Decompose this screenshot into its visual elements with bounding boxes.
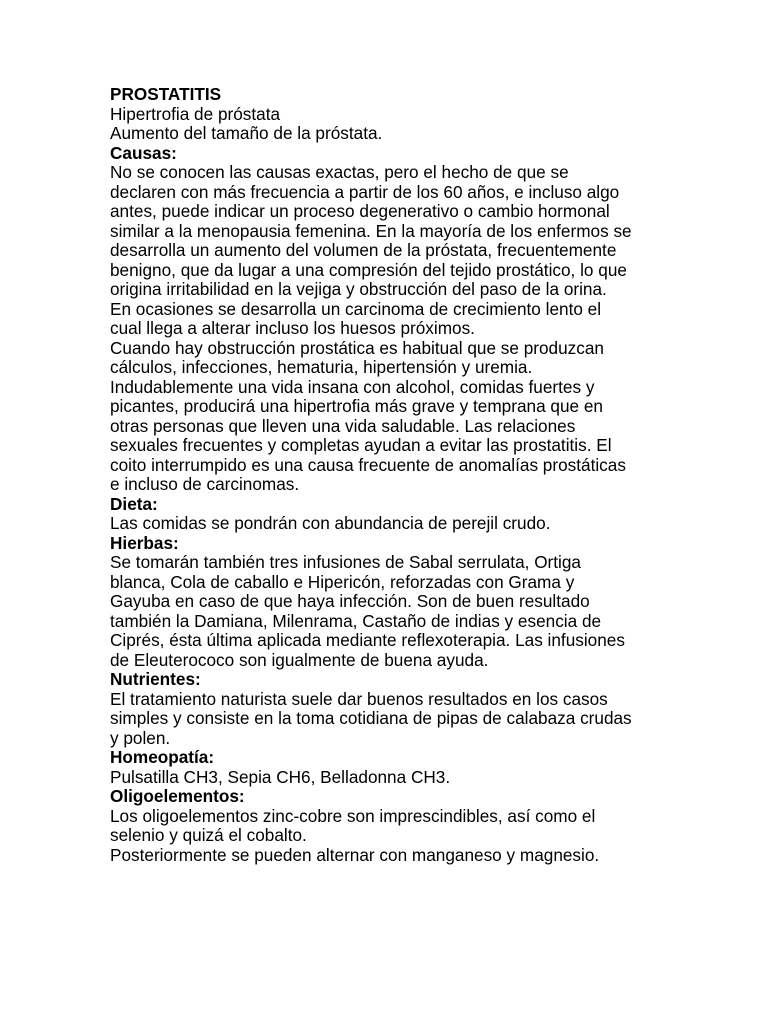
causas-text-line: En ocasiones se desarrolla un carcinoma de crecimiento lento el (110, 298, 602, 319)
nutrientes-text-line: y polen. (110, 727, 171, 748)
nutrientes-text-line: El tratamiento naturista suele dar buenos resultados en los casos (110, 688, 608, 709)
oligoelementos-text-line: selenio y quizá el cobalto. (110, 825, 307, 845)
section-heading-nutrientes: Nutrientes: (110, 669, 201, 689)
causas-text-line: No se conocen las causas exactas, pero el hecho de que se (110, 162, 569, 182)
causas-text-line: cual llega a alterar incluso los huesos próximos. (110, 318, 475, 338)
causas-text-line: antes, puede indicar un proceso degenerativo o cambio hormonal (110, 201, 610, 221)
causas-text-line: similar a la menopausia femenina. En la mayoría de los enfermos se (110, 220, 632, 241)
section-heading-oligoelementos: Oligoelementos: (110, 786, 245, 806)
causas-text-line: benigno, que da lugar a una compresión del tejido prostático, lo que (110, 259, 627, 280)
causas-text-line: cálculos, infecciones, hematuria, hipertensión y uremia. (110, 357, 533, 377)
causas-text-line: coito interrumpido es una causa frecuente de anomalías prostáticas (110, 454, 626, 475)
section-heading-causas: Causas: (110, 142, 177, 163)
causas-text-line: origina irritabilidad en la vejiga y obstrucción del paso de la orina. (110, 279, 607, 299)
nutrientes-text-line: simples y consiste en la toma cotidiana de pipas de calabaza crudas (110, 708, 632, 728)
hierbas-text-line: blanca, Cola de caballo e Hipericón, reforzadas con Grama y (110, 571, 575, 592)
hierbas-text-line: también la Damiana, Milenrama, Castaño de indias y esencia de (110, 610, 602, 631)
causas-text-line: sexuales frecuentes y completas ayudan a evitar las prostatitis. El (110, 435, 612, 455)
dieta-text-line: Las comidas se pondrán con abundancia de perejil crudo. (110, 513, 551, 533)
causas-text-line: picantes, producirá una hipertrofia más grave y temprana que en (110, 396, 603, 416)
section-heading-homeopatia: Homeopatía: (110, 747, 215, 767)
causas-text-line: e incluso de carcinomas. (110, 474, 300, 494)
oligoelementos-text-line: Los oligoelementos zinc-cobre son imprescindibles, así como el (110, 805, 596, 826)
homeopatia-text-line: Pulsatilla CH3, Sepia CH6, Belladonna CH3. (110, 766, 451, 787)
hierbas-text-line: Ciprés, ésta última aplicada mediante reflexoterapia. Las infusiones (110, 630, 625, 650)
hierbas-text-line: de Eleuterococo son igualmente de buena ayuda. (110, 649, 489, 670)
section-heading-dieta: Dieta: (110, 493, 158, 514)
subtitle-line: Hipertrofia de próstata (110, 103, 281, 124)
causas-text-line: declaren con más frecuencia a partir de los 60 años, e incluso algo (110, 181, 620, 202)
document-page (110, 85, 750, 865)
document-title: PROSTATITIS (110, 84, 222, 104)
causas-text-line: desarrolla un aumento del volumen de la próstata, frecuentemente (110, 240, 617, 260)
oligoelementos-text-line: Posteriormente se pueden alternar con manganeso y magnesio. (110, 844, 600, 865)
causas-text-line: Indudablemente una vida insana con alcohol, comidas fuertes y (110, 376, 595, 397)
description-line: Aumento del tamaño de la próstata. (110, 123, 383, 143)
section-heading-hierbas: Hierbas: (110, 532, 179, 553)
causas-text-line: otras personas que lleven una vida saludable. Las relaciones (110, 415, 576, 436)
causas-text-line: Cuando hay obstrucción prostática es habitual que se produzcan (110, 337, 604, 358)
hierbas-text-line: Gayuba en caso de que haya infección. Son de buen resultado (110, 591, 590, 611)
hierbas-text-line: Se tomarán también tres infusiones de Sabal serrulata, Ortiga (110, 552, 581, 572)
